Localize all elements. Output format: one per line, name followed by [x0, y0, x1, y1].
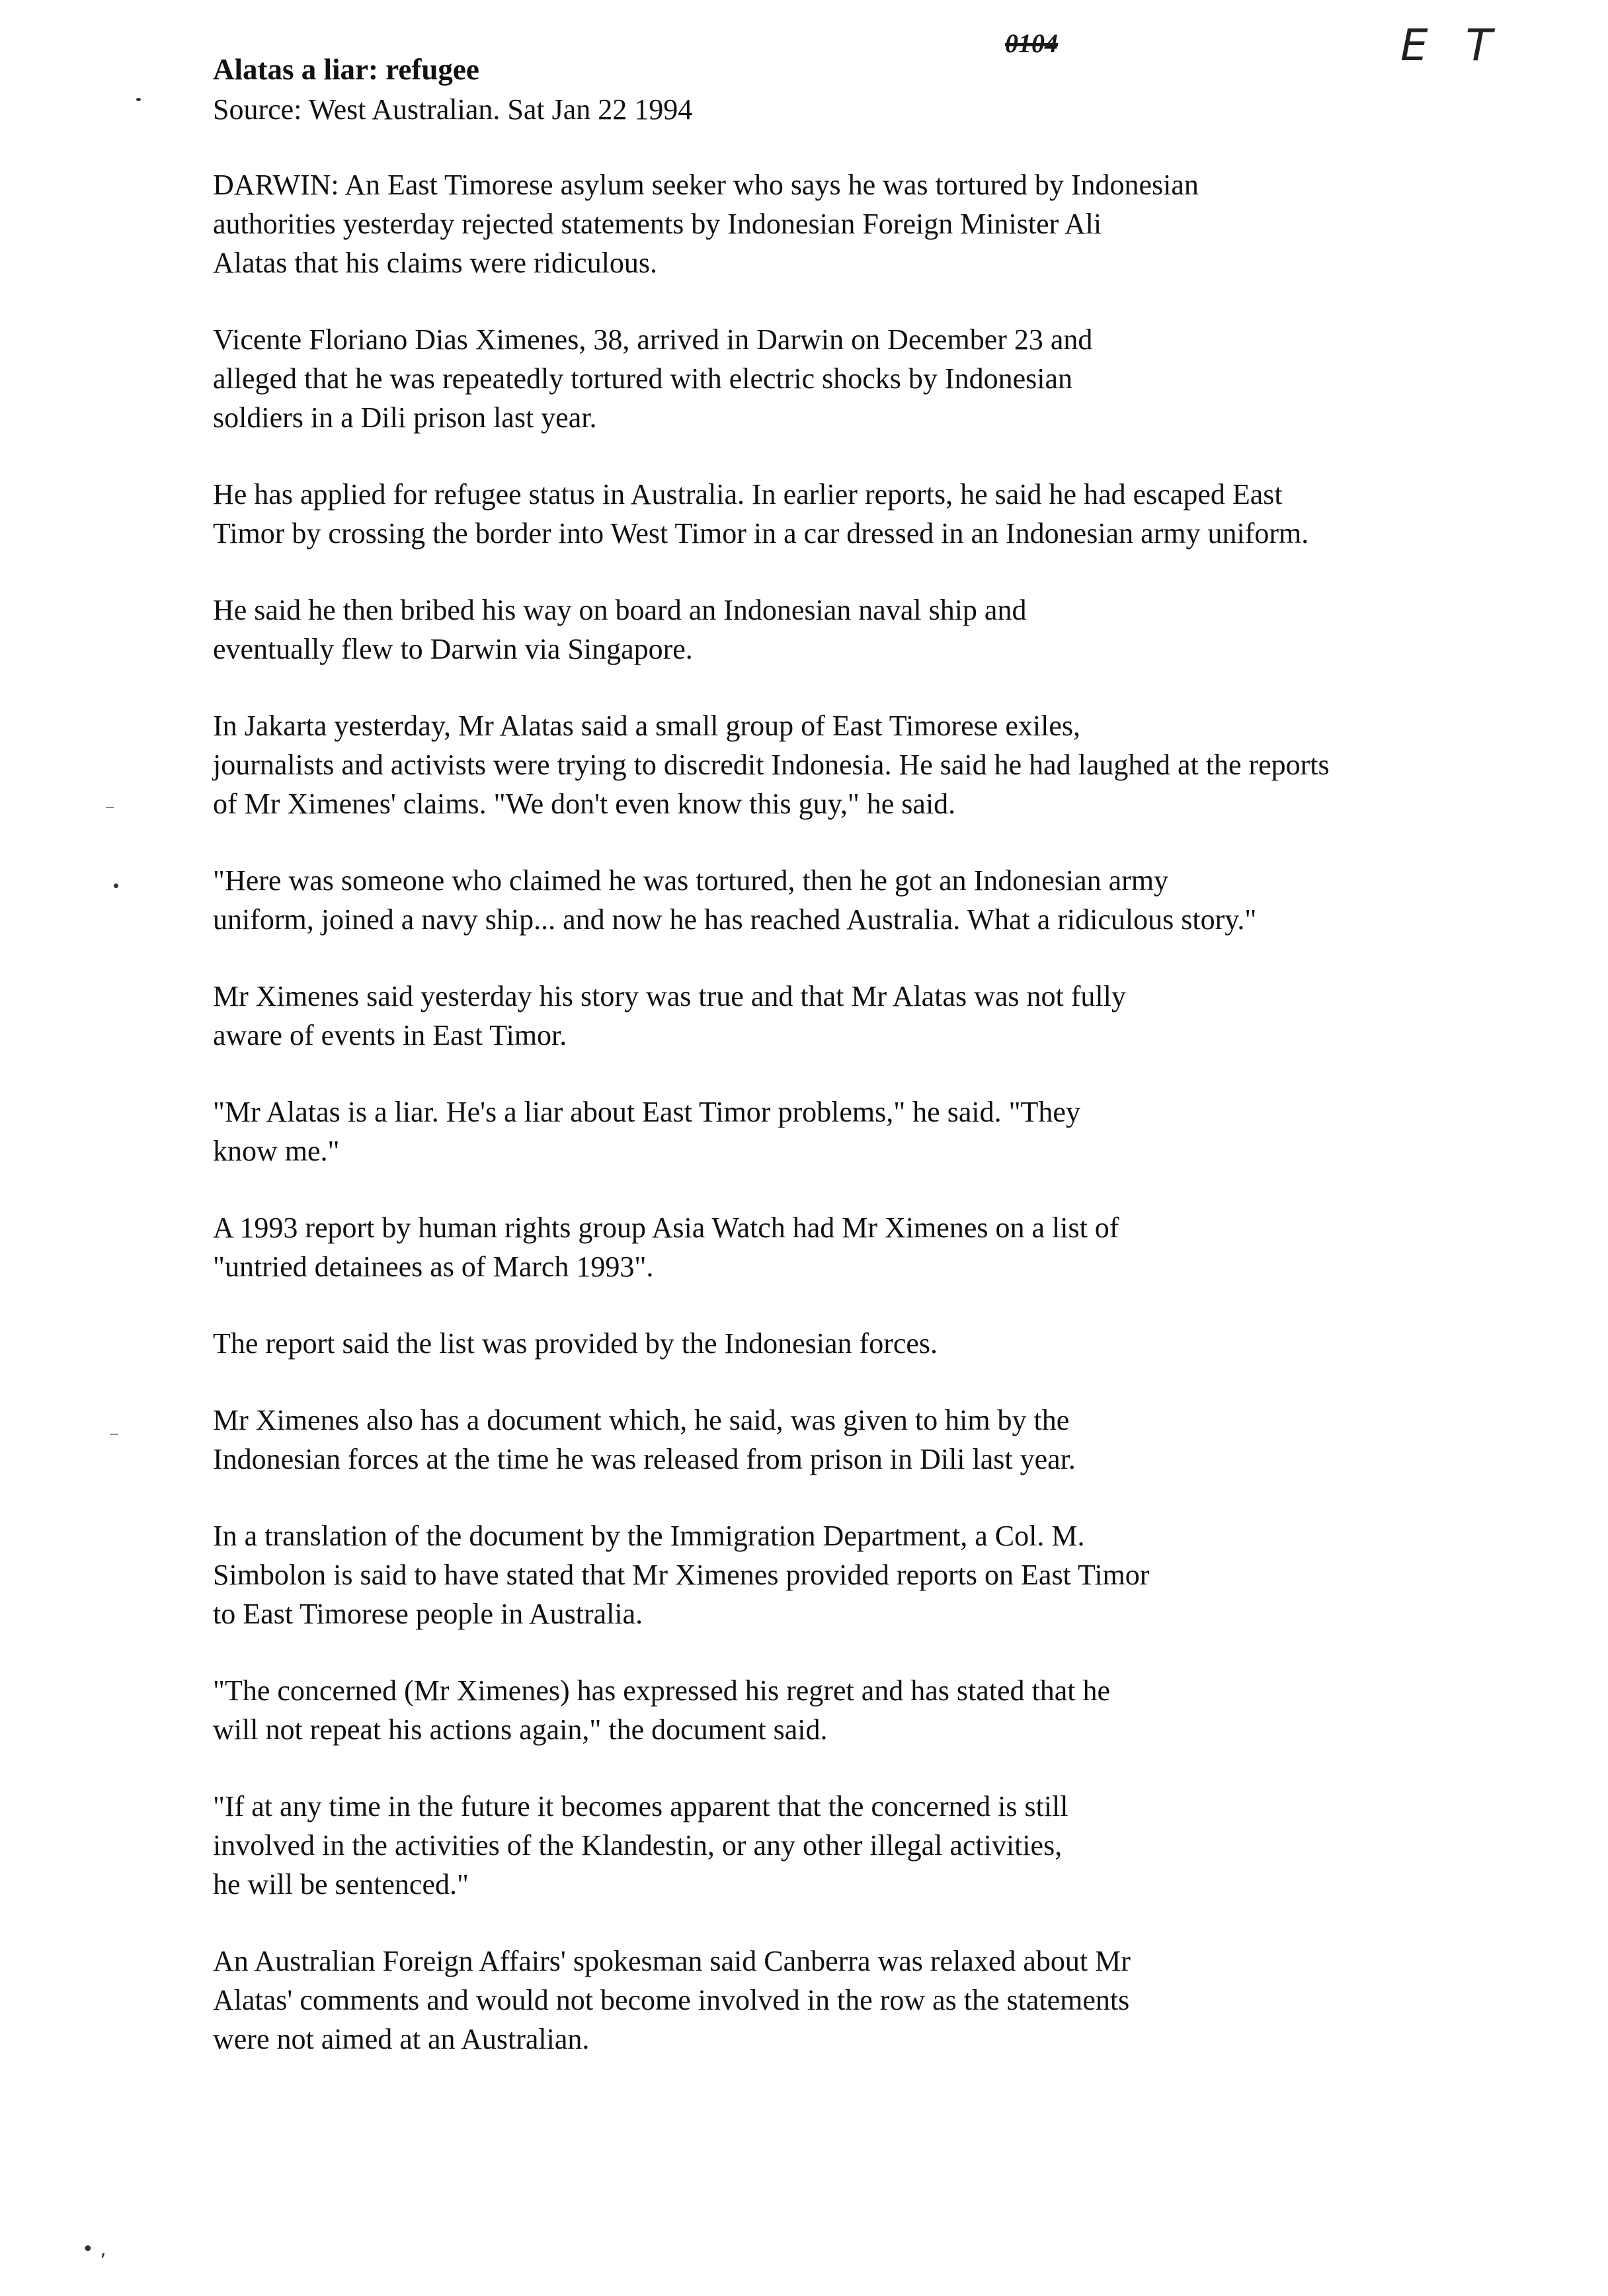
- paragraph: Mr Ximenes also has a document which, he said, was given to him by the Indonesian forces at the time he was released from prison in Dili last year.: [213, 1404, 1076, 1475]
- scan-speck: [114, 883, 118, 888]
- paragraph: "The concerned (Mr Ximenes) has expressed his regret and has stated that he will not repeat his actions again," the document said.: [213, 1674, 1111, 1746]
- paragraph: Vicente Floriano Dias Ximenes, 38, arrived in Darwin on December 23 and alleged that he was repeatedly tortured with electric shocks by Indonesian soldiers in a Dili prison last year.: [213, 323, 1093, 434]
- paragraph: An Australian Foreign Affairs' spokesman said Canberra was relaxed about Mr Alatas' comments and would not become involved in the row as the statements were not aimed at an Australian.: [213, 1945, 1131, 2055]
- paragraph: Mr Ximenes said yesterday his story was true and that Mr Alatas was not fully aware of events in East Timor.: [213, 980, 1126, 1051]
- scan-mark: • ,: [82, 2238, 106, 2261]
- paragraph: DARWIN: An East Timorese asylum seeker who says he was tortured by Indonesian authorities yesterday rejected statements by Indonesian Foreign Minister Ali Alatas that his claims were ridiculous.: [213, 169, 1199, 279]
- paragraph: In Jakarta yesterday, Mr Alatas said a small group of East Timorese exiles, journalists and activists were trying to discredit Indonesia. He said he had laughed at the reports of Mr Ximenes' claims. "We don't even know this guy," he said.: [213, 710, 1330, 820]
- stamp-code: 0104: [1005, 28, 1058, 58]
- paragraph: In a translation of the document by the Immigration Department, a Col. M. Simbolon is said to have stated that Mr Ximenes provided reports on East Timor to East Timorese people in Australia.: [213, 1520, 1150, 1630]
- paragraph: "If at any time in the future it becomes apparent that the concerned is still involved in the activities of the Klandestin, or any other illegal activities, he will be sentenced.": [213, 1790, 1068, 1901]
- scan-speck: [110, 1434, 118, 1435]
- article-source: Source: West Australian. Sat Jan 22 1994: [213, 93, 693, 126]
- paragraph: He has applied for refugee status in Australia. In earlier reports, he said he had escaped East Timor by crossing the border into West Timor in a car dressed in an Indonesian army uniform.: [213, 478, 1309, 550]
- paragraph: "Here was someone who claimed he was tortured, then he got an Indonesian army uniform, joined a navy ship... and now he has reached Australia. What a ridiculous story.": [213, 864, 1257, 936]
- article-body: [213, 165, 1535, 2096]
- article-title: Alatas a liar: refugee: [213, 53, 479, 86]
- paragraph: The report said the list was provided by the Indonesian forces.: [213, 1327, 938, 1360]
- paragraph: "Mr Alatas is a liar. He's a liar about East Timor problems," he said. "They know me.": [213, 1096, 1080, 1167]
- scan-speck: [106, 807, 114, 808]
- paragraph: A 1993 report by human rights group Asia Watch had Mr Ximenes on a list of "untried detainees as of March 1993".: [213, 1211, 1119, 1283]
- paragraph: He said he then bribed his way on board an Indonesian naval ship and eventually flew to Darwin via Singapore.: [213, 594, 1027, 665]
- handwritten-mark: E T: [1400, 20, 1504, 71]
- scan-speck: [136, 98, 141, 101]
